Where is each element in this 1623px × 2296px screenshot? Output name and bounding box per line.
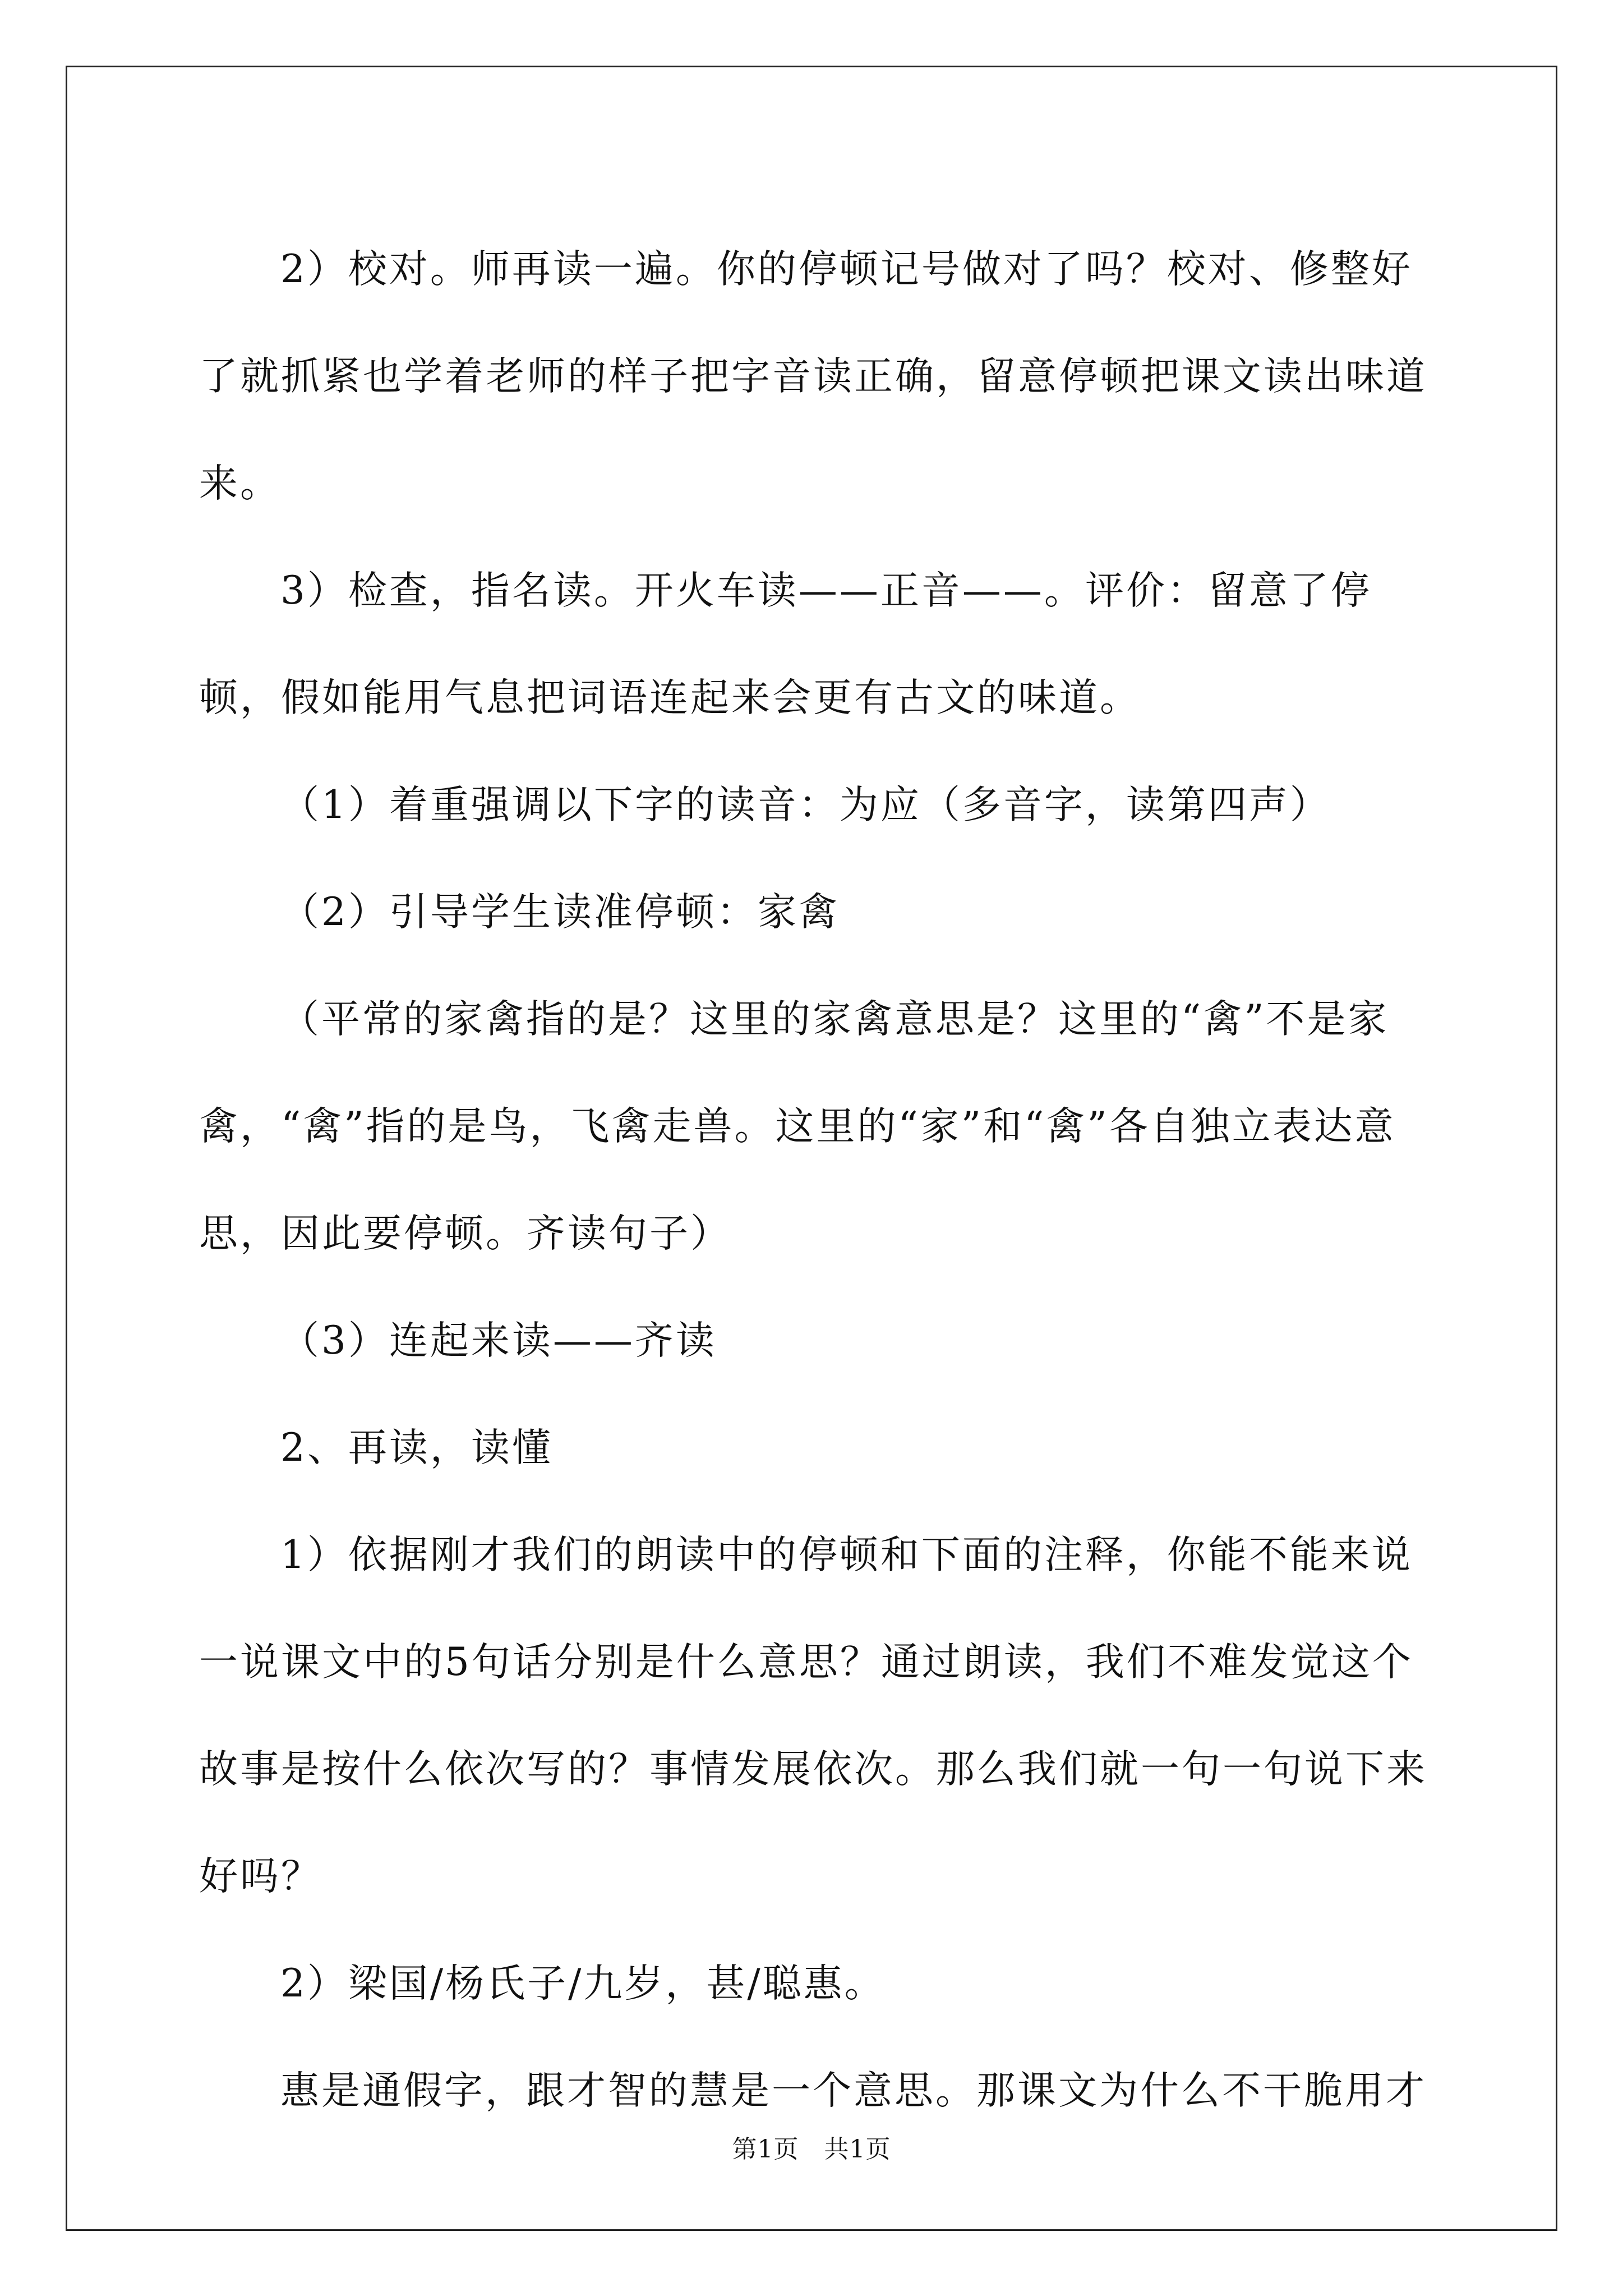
document-body: [199, 216, 1430, 2145]
paragraph-5: （平常的家禽指的是？这里的家禽意思是？这里的“禽”不是家禽，“禽”指的是鸟，飞禽走兽。这里的“家”和“禽”各自独立表达意思，因此要停顿。齐读句子）: [199, 997, 1396, 1256]
paragraph-1: 2）校对。师再读一遍。你的停顿记号做对了吗？校对、修整好了就抓紧也学着老师的样子把字音读正确，留意停顿把课文读出味道来。: [199, 247, 1427, 506]
paragraph-3: （1）着重强调以下字的读音：为应（多音字，读第四声）: [280, 783, 1331, 827]
page-footer: 第1页 共1页: [732, 2135, 891, 2164]
paragraph-10: 惠是通假字，跟才智的慧是一个意思。那课文为什么不干脆用才: [280, 2068, 1427, 2113]
paragraph-6: （3）连起来读——齐读: [280, 1318, 717, 1363]
paragraph-9: 2）梁国/杨氏子/九岁，甚/聪惠。: [280, 1961, 886, 2006]
paragraph-2: 3）检查，指名读。开火车读——正音——。评价：留意了停顿，假如能用气息把词语连起来会更有古文的味道。: [199, 568, 1372, 720]
paragraph-8: 1）依据刚才我们的朗读中的停顿和下面的注释，你能不能来说一说课文中的5句话分别是什么意思？通过朗读，我们不难发觉这个故事是按什么依次写的？事情发展依次。那么我们就一句一句说下来好吗？: [199, 1533, 1427, 1899]
paragraph-7: 2、再读，读懂: [280, 1425, 553, 1470]
paragraph-4: （2）引导学生读准停顿：家禽: [280, 890, 840, 935]
